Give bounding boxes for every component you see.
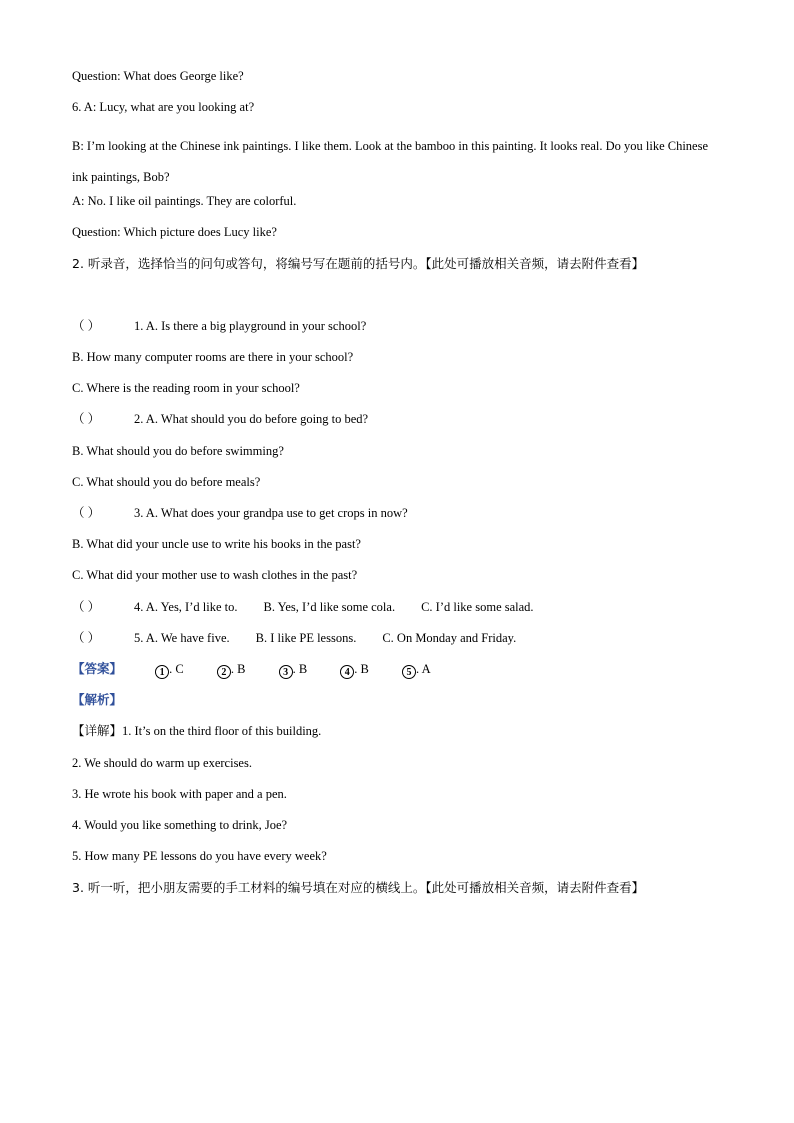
- answer-2: 2 . B: [217, 661, 246, 679]
- circled-number: 2: [217, 665, 231, 679]
- item-4-option-a: 4. A. Yes, I’d like to.: [134, 600, 238, 614]
- item-4-option-c: C. I’d like some salad.: [421, 600, 534, 614]
- item-5-options: [72, 630, 516, 646]
- dialogue-6-line-a1: 6. A: Lucy, what are you looking at?: [72, 100, 255, 114]
- answer-bracket[interactable]: （ ）: [72, 319, 101, 333]
- item-3-option-a: （ ） 3. A. What does your grandpa use to get crops in now?: [72, 506, 408, 520]
- answer-bracket[interactable]: （ ）: [72, 600, 101, 614]
- answer-label: 【答案】: [72, 661, 123, 676]
- answer-5: 5 . A: [402, 661, 431, 679]
- answer-1: 1 . C: [155, 661, 184, 679]
- item-1-option-b: B. How many computer rooms are there in your school?: [72, 350, 354, 364]
- circled-number: 1: [155, 665, 169, 679]
- detail-line-1: 【详解】1. It’s on the third floor of this building.: [72, 723, 322, 738]
- answer-3: 3 . B: [279, 661, 308, 679]
- question-5-prompt: Question: What does George like?: [72, 69, 244, 83]
- analysis-label: 【解析】: [72, 692, 123, 707]
- detail-label: 【详解】: [72, 723, 123, 738]
- detail-line-5: 5. How many PE lessons do you have every week?: [72, 849, 327, 863]
- item-2-option-c: C. What should you do before meals?: [72, 475, 261, 489]
- detail-line-4: 4. Would you like something to drink, Joe?: [72, 818, 288, 832]
- item-3-option-b: B. What did your uncle use to write his books in the past?: [72, 537, 361, 551]
- circled-number: 4: [340, 665, 354, 679]
- item-3-option-c: C. What did your mother use to wash clothes in the past?: [72, 568, 358, 582]
- detail-line-2: 2. We should do warm up exercises.: [72, 756, 252, 770]
- dialogue-6-line-b: B: I’m looking at the Chinese ink paintings. I like them. Look at the bamboo in this painting. It looks real. Do you like Chinese ink paintings, Bob?: [72, 139, 709, 184]
- detail-line-3: 3. He wrote his book with paper and a pen.: [72, 787, 287, 801]
- answer-bracket[interactable]: （ ）: [72, 506, 101, 520]
- item-1-option-c: C. Where is the reading room in your school?: [72, 381, 300, 395]
- item-5-option-a: 5. A. We have five.: [134, 631, 230, 645]
- section-2-heading: 2. 听录音，选择恰当的问句或答句，将编号写在题前的括号内。【此处可播放相关音频，请去附件查看】: [72, 256, 645, 271]
- question-6-prompt: Question: Which picture does Lucy like?: [72, 225, 277, 239]
- item-1-option-a: （ ） 1. A. Is there a big playground in your school?: [72, 319, 367, 333]
- item-5-option-c: C. On Monday and Friday.: [382, 631, 517, 645]
- item-4-options: [72, 599, 534, 615]
- item-4-option-b: B. Yes, I’d like some cola.: [263, 600, 396, 614]
- answer-row: [72, 661, 431, 679]
- item-5-option-b: B. I like PE lessons.: [255, 631, 357, 645]
- dialogue-6-line-a2: A: No. I like oil paintings. They are colorful.: [72, 194, 297, 208]
- answer-bracket[interactable]: （ ）: [72, 412, 101, 426]
- item-2-option-b: B. What should you do before swimming?: [72, 444, 284, 458]
- answer-bracket[interactable]: （ ）: [72, 631, 101, 645]
- section-3-heading: 3. 听一听，把小朋友需要的手工材料的编号填在对应的横线上。【此处可播放相关音频，请去附件查看】: [72, 880, 645, 895]
- answer-4: 4 . B: [340, 661, 369, 679]
- item-2-option-a: （ ） 2. A. What should you do before going to bed?: [72, 412, 369, 426]
- circled-number: 5: [402, 665, 416, 679]
- circled-number: 3: [279, 665, 293, 679]
